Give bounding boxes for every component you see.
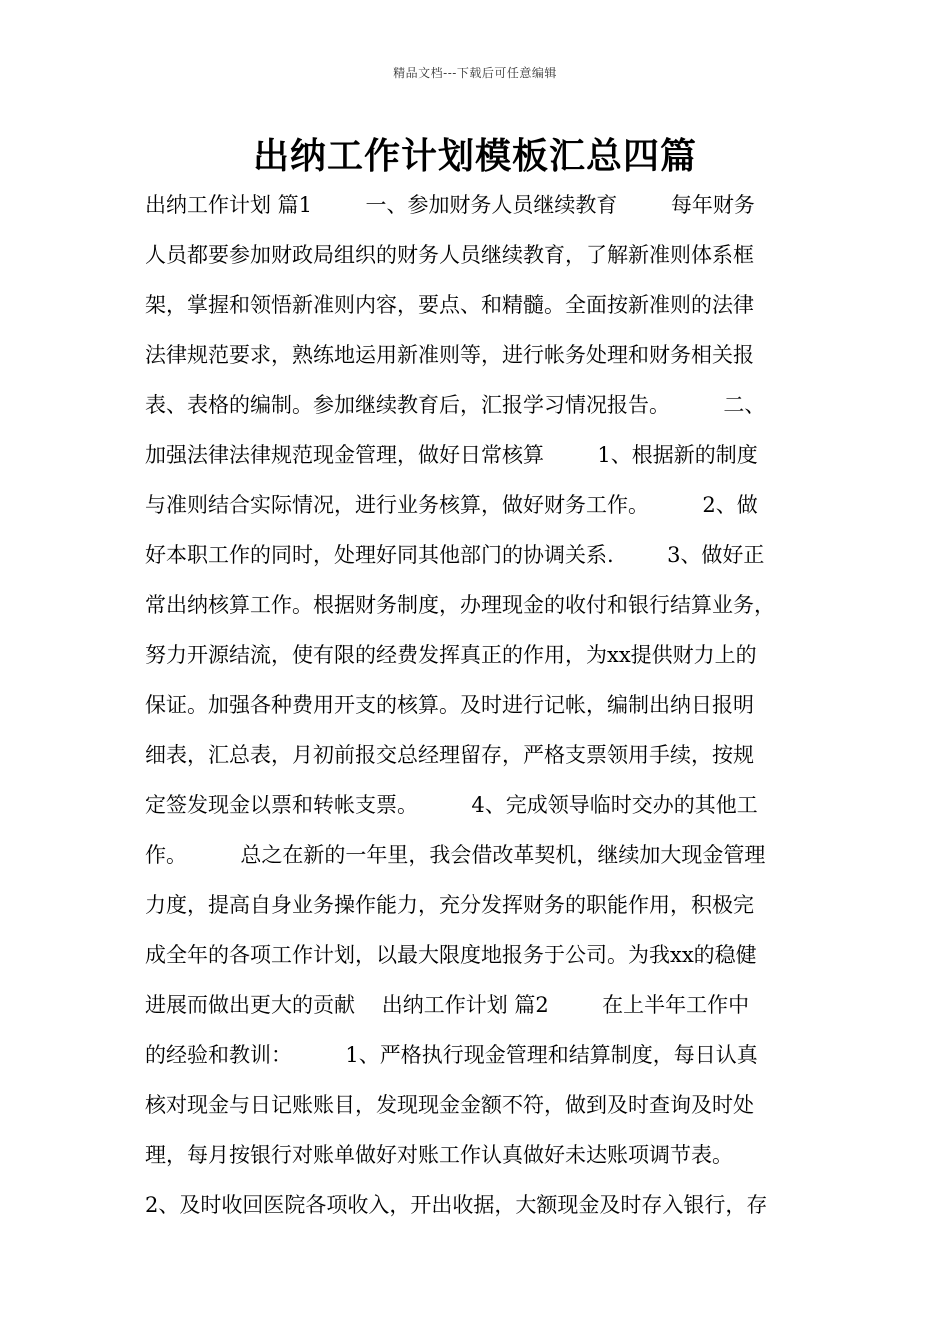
text-segment: 进展而做出更大的贡献 出纳工作计划 篇2 在上半年工作中 <box>145 993 750 1017</box>
text-segment: 出纳工作计划 篇1 一、参加财务人员继续教育 每年财务 <box>145 193 755 217</box>
text-segment: 加强法律法律规范现金管理，做好日常核算 1、根据新的制度 <box>145 443 758 467</box>
text-line <box>145 380 825 430</box>
body-text <box>145 180 825 1230</box>
text-line <box>145 230 825 280</box>
text-line <box>145 330 825 380</box>
text-line <box>145 1130 825 1180</box>
text-line <box>145 1030 825 1080</box>
text-segment: 常出纳核算工作。根据财务制度，办理现金的收付和银行结算业务， <box>145 593 775 617</box>
text-line <box>145 930 825 980</box>
text-segment: 与准则结合实际情况，进行业务核算，做好财务工作。 2、做 <box>145 493 758 517</box>
text-segment: 成全年的各项工作计划，以最大限度地报务于公司。为我xx的稳健 <box>145 943 757 967</box>
text-segment: 作。 总之在新的一年里，我会借改革契机，继续加大现金管理 <box>145 843 766 867</box>
page-title: 出纳工作计划模板汇总四篇 <box>252 135 697 177</box>
text-segment: 定签发现金以票和转帐支票。 4、完成领导临时交办的其他工 <box>145 793 758 817</box>
text-line <box>145 780 825 830</box>
text-line <box>145 880 825 930</box>
text-segment: 人员都要参加财政局组织的财务人员继续教育，了解新准则体系框 <box>145 243 754 267</box>
text-line <box>145 730 825 780</box>
text-segment: 努力开源结流，使有限的经费发挥真正的作用，为xx提供财力上的 <box>145 643 757 667</box>
text-segment: 细表，汇总表，月初前报交总经理留存，严格支票领用手续，按规 <box>145 743 754 767</box>
text-line <box>145 830 825 880</box>
text-line <box>145 980 825 1030</box>
text-segment: 核对现金与日记账账目，发现现金金额不符，做到及时查询及时处 <box>145 1093 754 1117</box>
text-segment: 2、及时收回医院各项收入，开出收据，大额现金及时存入银行，存 <box>145 1193 768 1217</box>
text-line <box>145 530 825 580</box>
text-line <box>145 480 825 530</box>
text-segment: 法律规范要求，熟练地运用新准则等，进行帐务处理和财务相关报 <box>145 343 754 367</box>
text-segment: 的经验和教训： 1、严格执行现金管理和结算制度，每日认真 <box>145 1043 758 1067</box>
text-line <box>145 180 825 230</box>
text-line <box>145 1180 825 1230</box>
text-segment: 好本职工作的同时，处理好同其他部门的协调关系. 3、做好正 <box>145 543 765 567</box>
text-line <box>145 280 825 330</box>
text-segment: 架，掌握和领悟新准则内容，要点、和精髓。全面按新准则的法律 <box>145 293 754 317</box>
text-segment: 力度，提高自身业务操作能力，充分发挥财务的职能作用，积极完 <box>145 893 754 917</box>
text-line <box>145 630 825 680</box>
text-line <box>145 580 825 630</box>
text-segment: 理，每月按银行对账单做好对账工作认真做好未达账项调节表。 <box>145 1143 733 1167</box>
text-segment: 保证。加强各种费用开支的核算。及时进行记帐，编制出纳日报明 <box>145 693 754 717</box>
text-line <box>145 430 825 480</box>
header-note: 精品文档---下载后可任意编辑 <box>393 66 557 80</box>
text-line <box>145 680 825 730</box>
text-line <box>145 1080 825 1130</box>
text-segment: 表、表格的编制。参加继续教育后，汇报学习情况报告。 二、 <box>145 393 766 417</box>
